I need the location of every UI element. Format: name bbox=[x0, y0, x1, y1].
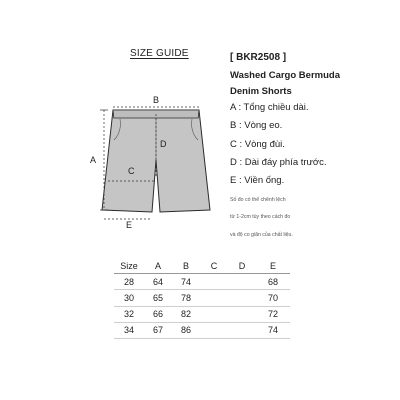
table-cell: 78 bbox=[172, 290, 200, 306]
table-cell: 30 bbox=[114, 290, 144, 306]
table-row bbox=[114, 290, 290, 306]
table-cell bbox=[200, 274, 228, 290]
table-cell bbox=[200, 290, 228, 306]
table-cell: 34 bbox=[114, 322, 144, 338]
note-line-2: từ 1-2cm tùy theo cách đo bbox=[230, 214, 291, 221]
size-guide-title: SIZE GUIDE bbox=[130, 48, 189, 59]
label-c: C bbox=[128, 166, 135, 176]
size-table-header bbox=[114, 258, 290, 274]
table-cell: 74 bbox=[172, 274, 200, 290]
table-cell: 32 bbox=[114, 306, 144, 322]
legend-item-a: A : Tổng chiều dài. bbox=[230, 102, 309, 113]
table-cell: 86 bbox=[172, 322, 200, 338]
header-cell-size: Size bbox=[114, 258, 144, 274]
label-e: E bbox=[126, 220, 133, 230]
note-line-1: Số đo có thể chênh lệch bbox=[230, 197, 286, 203]
header-cell-a: A bbox=[144, 258, 172, 274]
legend-item-c: C : Vòng đùi. bbox=[230, 138, 285, 150]
shorts-illustration bbox=[102, 110, 210, 212]
note-line-3: và độ co giãn của chất liệu. bbox=[230, 231, 293, 238]
label-a: A bbox=[90, 155, 97, 165]
table-cell: 67 bbox=[144, 322, 172, 338]
header-cell-d: D bbox=[228, 258, 256, 274]
table-cell: 28 bbox=[114, 274, 144, 290]
table-cell: 65 bbox=[144, 290, 172, 306]
product-name-line-2: Denim Shorts bbox=[230, 86, 292, 97]
legend-item-b: B : Vòng eo. bbox=[230, 120, 283, 132]
table-cell bbox=[200, 306, 228, 322]
header-cell-b: B bbox=[172, 258, 200, 274]
table-cell: 68 bbox=[256, 274, 290, 290]
product-code: [ BKR2508 ] bbox=[230, 52, 287, 63]
label-b: B bbox=[153, 95, 160, 105]
table-row bbox=[114, 322, 290, 338]
table-cell bbox=[200, 322, 228, 338]
table-row bbox=[114, 274, 290, 290]
table-cell bbox=[228, 322, 256, 338]
table-cell bbox=[228, 306, 256, 322]
table-cell: 64 bbox=[144, 274, 172, 290]
header-cell-c: C bbox=[200, 258, 228, 274]
product-name-line-1: Washed Cargo Bermuda bbox=[230, 70, 340, 81]
label-d: D bbox=[160, 139, 167, 149]
legend-item-d: D : Dài đáy phía trước. bbox=[230, 156, 327, 168]
table-cell: 82 bbox=[172, 306, 200, 322]
table-cell: 72 bbox=[256, 306, 290, 322]
table-cell bbox=[228, 274, 256, 290]
table-row bbox=[114, 306, 290, 322]
table-cell: 66 bbox=[144, 306, 172, 322]
size-table bbox=[114, 258, 290, 339]
header-cell-e: E bbox=[256, 258, 290, 274]
table-cell: 74 bbox=[256, 322, 290, 338]
table-cell bbox=[228, 290, 256, 306]
table-cell: 70 bbox=[256, 290, 290, 306]
legend-item-e: E : Viền ống. bbox=[230, 175, 285, 187]
